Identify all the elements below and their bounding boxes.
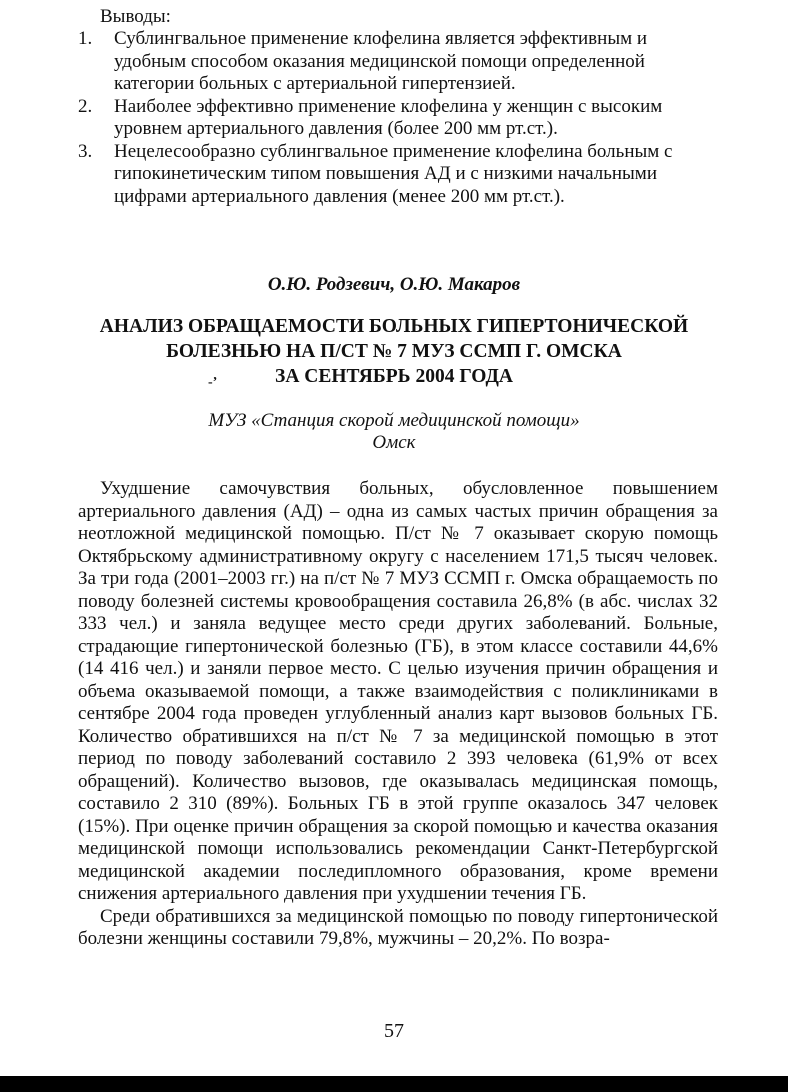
article-authors: О.Ю. Родзевич, О.Ю. Макаров: [267, 274, 521, 295]
page-number: 57: [384, 1020, 404, 1042]
body-paragraph: Ухудшение самочувствия больных, обусловленное повышением артериального давления (АД) – одна из самых частых причин обращения за неотложной медицинской помощью. П/ст № 7 оказывает скорую помощь Октябрьскому административному округу с населением 171,5 тысяч человек. За три года (2001–2003 гг.) на п/ст № 7 МУЗ ССМП г. Омска обращаемость по поводу болезней системы кровообращения составила 26,8% (в абс. числах 32 333 чел.) и заняла ведущее место среди других заболеваний. Больные, страдающие гипертонической болезнью (ГБ), в этом классе составили 44,6% (14 416 чел.) и заняли первое место. С целью изучения причин обращения и объема оказываемой помощи, а также взаимодействия с поликлиниками в сентябре 2004 года проведен углубленный анализ карт вызовов больных ГБ. Количество обратившихся на п/ст № 7 за медицинской помощью в этот период по поводу заболеваний составило 2 393 человека (61,9% от всех обращений). Количество вызовов, где оказывалась медицинская помощь, составило 2 310 (89%). Больных ГБ в этой группе оказалось 347 человек (15%). При оценке причин обращения за скорой помощью и качества оказания медицинской помощи использовались рекомендации Санкт-Петербургской медицинской академии последипломного образования, кроме времени снижения артериального давления при ухудшении течения ГБ.: [78, 478, 718, 904]
article-affiliation: [0, 410, 788, 454]
article-title: [40, 314, 748, 389]
conclusion-text: Нецелесообразно сублингвальное применение клофелина больным с гипокинетическим типом повышения АД и с низкими начальными цифрами артериального давления (менее 200 мм рт.ст.).: [114, 140, 673, 207]
conclusions-heading: Выводы:: [100, 6, 171, 27]
conclusion-number: 3.: [78, 140, 93, 162]
body-paragraph: Среди обратившихся за медицинской помощью по поводу гипертонической болезни женщины составили 79,8%, мужчины – 20,2%. По возра-: [78, 905, 718, 949]
city: Омск: [372, 432, 416, 453]
title-line: БОЛЕЗНЬЮ НА П/СТ № 7 МУЗ ССМП Г. ОМСКА: [166, 341, 622, 362]
print-mark: -’: [208, 375, 218, 390]
conclusion-text: Наиболее эффективно применение клофелина у женщин с высоким уровнем артериального давления (более 200 мм рт.ст.).: [114, 95, 663, 139]
institution: МУЗ «Станция скорой медицинской помощи»: [208, 410, 580, 431]
title-line: ЗА СЕНТЯБРЬ 2004 ГОДА: [275, 366, 513, 387]
conclusion-item: [78, 96, 718, 141]
conclusion-item: [78, 28, 718, 96]
conclusion-text: Сублингвальное применение клофелина является эффективным и удобным способом оказания медицинской помощи определенной категории больных с артериальной гипертензией.: [114, 28, 648, 94]
title-line: АНАЛИЗ ОБРАЩАЕМОСТИ БОЛЬНЫХ ГИПЕРТОНИЧЕСКОЙ: [99, 316, 689, 337]
article-body: [78, 478, 718, 951]
conclusion-number: 1.: [78, 28, 93, 49]
conclusion-item: [78, 141, 718, 209]
conclusion-number: 2.: [78, 95, 93, 117]
conclusions-list: [78, 28, 718, 208]
scan-edge: [0, 1076, 788, 1092]
